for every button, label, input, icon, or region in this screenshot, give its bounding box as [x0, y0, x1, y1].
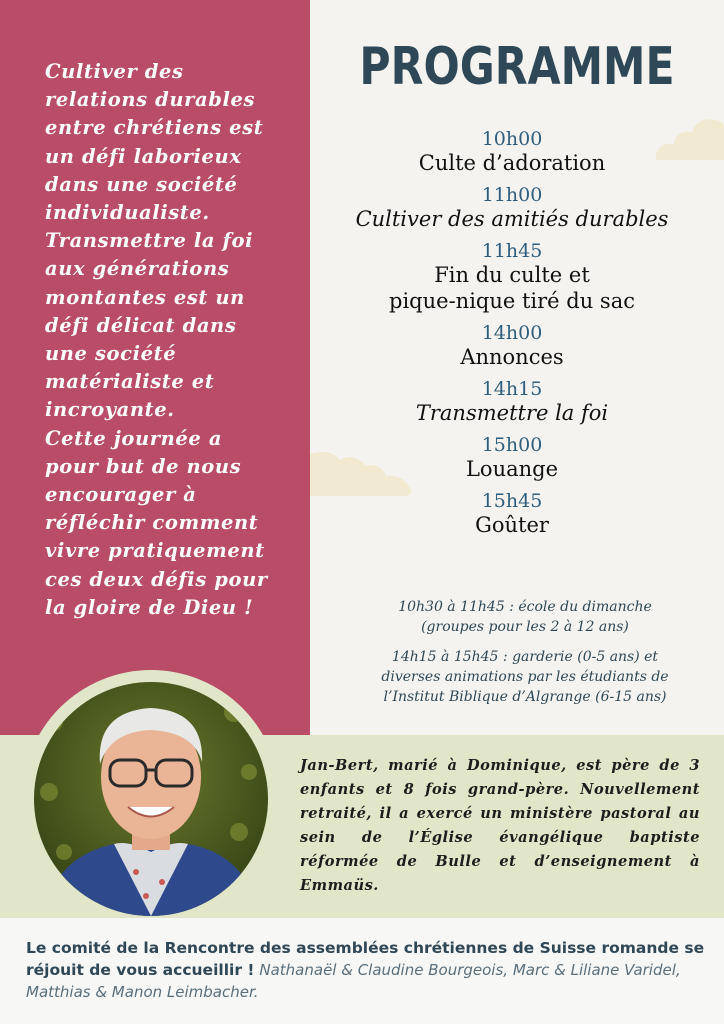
footer-names: Nathanaël & Claudine Bourgeois, Marc & Liliane Varidel, Matthias & Manon Leimbacher.: [26, 961, 681, 1001]
intro-line: la gloire de Dieu !: [45, 595, 254, 619]
schedule-slot: [310, 434, 714, 482]
intro-line: un défi laborieux: [45, 144, 242, 168]
intro-line: Transmettre la foi: [45, 229, 254, 253]
slot-time: 10h00: [481, 128, 543, 150]
note-line: l’Institut Biblique d’Algrange (6-15 ans): [383, 689, 667, 705]
intro-line: encourager à: [45, 483, 197, 507]
intro-line: défi délicat dans: [45, 313, 237, 337]
slot-title: Fin du culte et: [434, 263, 590, 287]
schedule-list: [310, 128, 714, 546]
slot-title: Transmettre la foi: [415, 401, 609, 425]
slot-time: 14h00: [481, 322, 543, 344]
intro-line: une société: [45, 342, 177, 366]
daycare-note: [330, 647, 720, 707]
intro-line: aux générations: [45, 257, 230, 281]
slot-time: 15h45: [481, 490, 543, 512]
slot-time: 11h45: [481, 240, 543, 262]
schedule-slot: [310, 240, 714, 314]
slot-title: Culte d’adoration: [418, 151, 606, 175]
intro-line: montantes est un: [45, 285, 245, 309]
slot-time: 14h15: [481, 378, 543, 400]
intro-line: dans une société: [45, 172, 238, 196]
intro-line: Cultiver des: [45, 60, 184, 83]
slot-title: Annonces: [460, 345, 564, 369]
sunday-school-note: [330, 597, 720, 637]
slot-title: Louange: [465, 457, 559, 481]
slot-title: pique-nique tiré du sac: [389, 289, 635, 313]
intro-line: incroyante.: [45, 398, 175, 422]
schedule-notes: [330, 597, 720, 717]
speaker-photo: [34, 682, 268, 916]
intro-line: pour but de nous: [45, 454, 242, 478]
note-line: diverses animations par les étudiants de: [381, 669, 669, 685]
note-line: (groupes pour les 2 à 12 ans): [421, 619, 629, 635]
intro-line: relations durables: [45, 88, 256, 112]
footer-text: [26, 937, 706, 1003]
programme-title: PROGRAMME: [359, 37, 675, 97]
intro-line: Cette journée a: [45, 426, 223, 450]
schedule-slot: [310, 490, 714, 538]
intro-line: vivre pratiquement: [45, 539, 265, 563]
slot-title: Cultiver des amitiés durables: [355, 207, 669, 231]
note-line: 10h30 à 11h45 : école du dimanche: [398, 599, 652, 615]
schedule-slot: [310, 184, 714, 232]
intro-line: matérialiste et: [45, 370, 215, 394]
footer-lead: Le comité de la Rencontre des assemblées chrétiennes de Suisse romande se réjouit de vous accueillir !: [26, 939, 705, 979]
slot-time: 15h00: [481, 434, 543, 456]
schedule-slot: [310, 128, 714, 176]
slot-title: Goûter: [475, 513, 549, 537]
intro-line: entre chrétiens est: [45, 116, 264, 140]
schedule-slot: [310, 322, 714, 370]
intro-line: réfléchir comment: [45, 511, 259, 535]
intro-line: ces deux défis pour: [45, 567, 268, 591]
speaker-bio: Jan-Bert, marié à Dominique, est père de 3 enfants et 8 fois grand-père. Nouvellement retraité, il a exercé un ministère pastoral au sein de l’Église évangélique baptiste réformée de Bulle et d’enseignement à Emmaüs.: [300, 757, 700, 894]
schedule-slot: [310, 378, 714, 426]
note-line: 14h15 à 15h45 : garderie (0-5 ans) et: [391, 649, 659, 665]
intro-text: [45, 58, 295, 622]
intro-line: individualiste.: [45, 201, 210, 225]
slot-time: 11h00: [481, 184, 543, 206]
